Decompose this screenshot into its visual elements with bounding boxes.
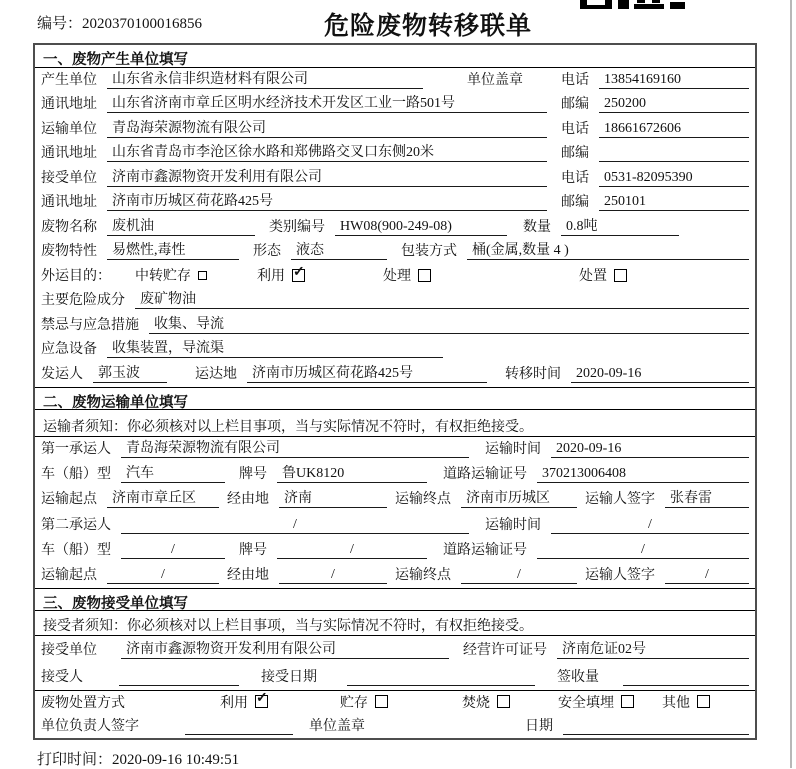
carrier2-row <box>35 512 755 537</box>
signed-amount-value <box>623 685 749 686</box>
carrier2-value: / <box>121 517 469 534</box>
transport-time-value: 2020-09-16 <box>551 441 749 458</box>
receiver-notice: 接受者须知：你必须核对以上栏目事项，当与实际情况不符时，有权拒绝接受。 <box>35 611 755 636</box>
road-permit-value: / <box>537 542 749 559</box>
receiver-label: 接受单位 <box>41 170 97 186</box>
disposal-row <box>35 690 755 714</box>
waste-name-row <box>35 215 755 240</box>
producer-left <box>41 68 561 89</box>
disposal-option <box>462 692 510 712</box>
phone-value: 13854169160 <box>599 72 749 89</box>
purpose-option <box>135 265 207 285</box>
print-time-label: 打印时间： <box>37 752 113 768</box>
packing-value: 桶(金属,数量 4 ) <box>467 239 749 260</box>
carrier-sign-label: 运输人签字 <box>585 492 655 508</box>
measures-row <box>35 313 755 338</box>
disposal-option <box>558 692 634 712</box>
receiver-left <box>41 166 561 187</box>
producer-label: 产生单位 <box>41 72 97 88</box>
receiver-address-row <box>35 191 755 216</box>
option-label: 中转贮存 <box>135 269 191 285</box>
disposal-option <box>662 692 710 712</box>
disposal-label: 废物处置方式 <box>41 695 125 711</box>
address-left <box>41 141 561 162</box>
hazard-label: 主要危险成分 <box>41 293 125 308</box>
license-value: 济南危证02号 <box>557 638 749 659</box>
transporter-address-row <box>35 142 755 167</box>
purpose-label: 外运目的： <box>41 269 111 285</box>
transport-time-label: 运输时间 <box>485 441 541 457</box>
option-label: 其他 <box>662 695 690 711</box>
disposal-option <box>340 692 388 712</box>
road-permit-label: 道路运输证号 <box>443 542 527 558</box>
manifest-form <box>33 43 757 740</box>
responsible-sign-label: 单位负责人签字 <box>41 719 139 735</box>
accept-date-value <box>347 685 535 686</box>
print-time-value: 2020-09-16 10:49:51 <box>112 752 240 768</box>
address-right <box>561 142 751 162</box>
license-label: 经营许可证号 <box>463 643 547 659</box>
producer-right <box>561 69 751 89</box>
address-value: 济南市历城区荷花路425号 <box>107 190 547 211</box>
plate-label: 牌号 <box>239 467 267 483</box>
accept-unit-row <box>35 636 755 663</box>
print-time <box>37 748 239 769</box>
phone-label: 电话 <box>561 72 589 88</box>
route-start-value: / <box>107 567 219 584</box>
form-label: 形态 <box>253 244 281 259</box>
checkbox-icon <box>697 695 710 708</box>
route-end-value: 济南市历城区 <box>461 487 577 508</box>
waste-traits-row <box>35 240 755 265</box>
hazard-row <box>35 289 755 314</box>
accept-unit-value: 济南市鑫源物资开发利用有限公司 <box>121 638 449 659</box>
option-label: 安全填埋 <box>558 695 614 711</box>
destination-value: 济南市历城区荷花路425号 <box>247 362 487 383</box>
option-label: 处理 <box>383 269 411 285</box>
equipment-label: 应急设备 <box>41 342 97 357</box>
carrier-sign-label: 运输人签字 <box>585 568 655 584</box>
disposal-option <box>220 692 268 712</box>
equipment-value: 收集装置，导流渠 <box>107 337 443 358</box>
responsible-sign-row <box>35 714 755 738</box>
waste-name-label: 废物名称 <box>41 219 97 235</box>
zip-value: 250200 <box>599 96 749 113</box>
address-value: 山东省青岛市李沧区徐水路和郑佛路交叉口东侧20米 <box>107 141 547 162</box>
route2-row <box>35 563 755 588</box>
vehicle-type-label: 车（船）型 <box>41 467 111 483</box>
form-value: 液态 <box>291 239 387 260</box>
option-label: 焚烧 <box>462 695 490 711</box>
option-label: 利用 <box>257 269 285 285</box>
phone-value: 0531-82095390 <box>599 170 749 187</box>
option-label: 贮存 <box>340 695 368 711</box>
page-title: 危险废物转移联单 <box>324 13 533 40</box>
document-number <box>37 12 202 33</box>
transfer-time-value: 2020-09-16 <box>571 366 749 383</box>
transporter-right <box>561 118 751 138</box>
plate-value: / <box>277 542 427 559</box>
route-end-label: 运输终点 <box>395 492 451 508</box>
route-via-value: / <box>279 567 387 584</box>
vehicle-type-value: 汽车 <box>121 462 225 483</box>
transport-time-value: / <box>551 517 749 534</box>
option-label: 处置 <box>579 269 607 285</box>
document-number-value: 2020370100016856 <box>82 16 203 32</box>
checkbox-icon <box>497 695 510 708</box>
transporter-notice: 运输者须知：你必须核对以上栏目事项，当与实际情况不符时，有权拒绝接受。 <box>35 410 755 437</box>
quantity-label: 数量 <box>523 219 551 235</box>
vehicle-type-value: / <box>121 542 225 559</box>
accept-unit-label: 接受单位 <box>41 643 97 659</box>
checkbox-icon <box>614 269 627 282</box>
address-left <box>41 92 561 113</box>
road-permit-value: 370213006408 <box>537 466 749 483</box>
transporter-label: 运输单位 <box>41 121 97 137</box>
route-via-label: 经由地 <box>227 568 269 584</box>
carrier-sign-value: / <box>665 567 749 584</box>
producer-address-row <box>35 93 755 118</box>
shipper-label: 发运人 <box>41 366 83 382</box>
carrier2-label: 第二承运人 <box>41 517 111 533</box>
purpose-option <box>383 265 431 285</box>
checkbox-icon <box>198 271 207 280</box>
carrier-sign-value: 张春雷 <box>665 487 749 508</box>
carrier1-row <box>35 437 755 462</box>
route-start-label: 运输起点 <box>41 492 97 508</box>
purpose-option <box>257 265 305 285</box>
route1-row <box>35 487 755 512</box>
phone-label: 电话 <box>561 170 589 186</box>
waste-name-value: 废机油 <box>107 215 255 236</box>
route-end-label: 运输终点 <box>395 568 451 584</box>
qr-module <box>580 0 612 9</box>
vehicle-type-label: 车（船）型 <box>41 542 111 558</box>
address-label: 通讯地址 <box>41 146 97 161</box>
transporter-left <box>41 117 561 138</box>
route-via-label: 经由地 <box>227 492 269 508</box>
receiver-row <box>35 166 755 191</box>
accept-person-value <box>119 685 239 686</box>
carrier1-label: 第一承运人 <box>41 441 111 457</box>
address-right <box>561 191 751 211</box>
address-value: 山东省济南市章丘区明水经济技术开发区工业一路501号 <box>107 92 547 113</box>
packing-label: 包装方式 <box>401 244 457 259</box>
zip-label: 邮编 <box>561 97 589 112</box>
hazard-value: 废矿物油 <box>135 288 749 309</box>
carrier1-value: 青岛海荣源物流有限公司 <box>121 437 469 458</box>
option-label: 利用 <box>220 695 248 711</box>
equipment-row <box>35 338 755 363</box>
transfer-time-label: 转移时间 <box>505 366 561 382</box>
date-value <box>563 734 749 735</box>
address-label: 通讯地址 <box>41 97 97 112</box>
purpose-row <box>35 264 755 289</box>
date-label: 日期 <box>525 719 553 735</box>
responsible-sign-value <box>185 734 293 735</box>
document-number-label: 编号： <box>37 16 83 32</box>
accept-person-row <box>35 663 755 690</box>
phone-label: 电话 <box>561 121 589 137</box>
route-start-value: 济南市章丘区 <box>107 487 219 508</box>
transport-time-label: 运输时间 <box>485 517 541 533</box>
phone-value: 18661672606 <box>599 121 749 138</box>
category-label: 类别编号 <box>269 219 325 235</box>
destination-label: 运达地 <box>195 366 237 382</box>
qr-module <box>634 4 664 9</box>
quantity-value: 0.8吨 <box>561 215 679 236</box>
qr-code-fragment-icon <box>580 0 690 10</box>
producer-row <box>35 68 755 93</box>
plate-value: 鲁UK8120 <box>277 462 427 483</box>
vehicle2-row <box>35 538 755 563</box>
producer-value: 山东省永信非织造材料有限公司 <box>107 68 423 89</box>
purpose-option <box>579 265 627 285</box>
accept-date-label: 接受日期 <box>261 670 317 686</box>
checkbox-icon <box>375 695 388 708</box>
zip-label: 邮编 <box>561 195 589 210</box>
dispatch-row <box>35 362 755 387</box>
accept-person-label: 接受人 <box>41 670 83 686</box>
plate-label: 牌号 <box>239 542 267 558</box>
address-left <box>41 190 561 211</box>
address-label: 通讯地址 <box>41 195 97 210</box>
zip-value <box>599 161 749 162</box>
category-value: HW08(900-249-08) <box>335 219 507 236</box>
zip-label: 邮编 <box>561 146 589 161</box>
traits-value: 易燃性,毒性 <box>107 239 239 260</box>
checkbox-icon <box>292 269 305 282</box>
checkbox-icon <box>255 695 268 708</box>
qr-module <box>637 0 645 3</box>
route-start-label: 运输起点 <box>41 568 97 584</box>
unit-seal-label: 单位盖章 <box>467 72 523 88</box>
zip-value: 250101 <box>599 194 749 211</box>
checkbox-icon <box>621 695 634 708</box>
section1-header: 一、废物产生单位填写 <box>35 45 755 68</box>
qr-module <box>670 2 685 9</box>
unit-seal-label: 单位盖章 <box>309 719 365 735</box>
route-via-value: 济南 <box>279 487 387 508</box>
address-right <box>561 93 751 113</box>
measures-value: 收集、导流 <box>149 313 749 334</box>
receiver-value: 济南市鑫源物资开发利用有限公司 <box>107 166 547 187</box>
traits-label: 废物特性 <box>41 244 97 259</box>
transporter-row <box>35 117 755 142</box>
transporter-value: 青岛海荣源物流有限公司 <box>107 117 547 138</box>
signed-amount-label: 签收量 <box>557 670 599 686</box>
measures-label: 禁忌与应急措施 <box>41 317 139 333</box>
vehicle1-row <box>35 462 755 487</box>
route-end-value: / <box>461 567 577 584</box>
road-permit-label: 道路运输证号 <box>443 467 527 483</box>
qr-module <box>618 0 629 9</box>
section3-header: 三、废物接受单位填写 <box>35 588 755 611</box>
shipper-value: 郭玉波 <box>93 362 167 383</box>
page-edge-divider <box>790 0 792 768</box>
section2-header: 二、废物运输单位填写 <box>35 387 755 410</box>
qr-module <box>652 0 660 3</box>
receiver-right <box>561 167 751 187</box>
checkbox-icon <box>418 269 431 282</box>
